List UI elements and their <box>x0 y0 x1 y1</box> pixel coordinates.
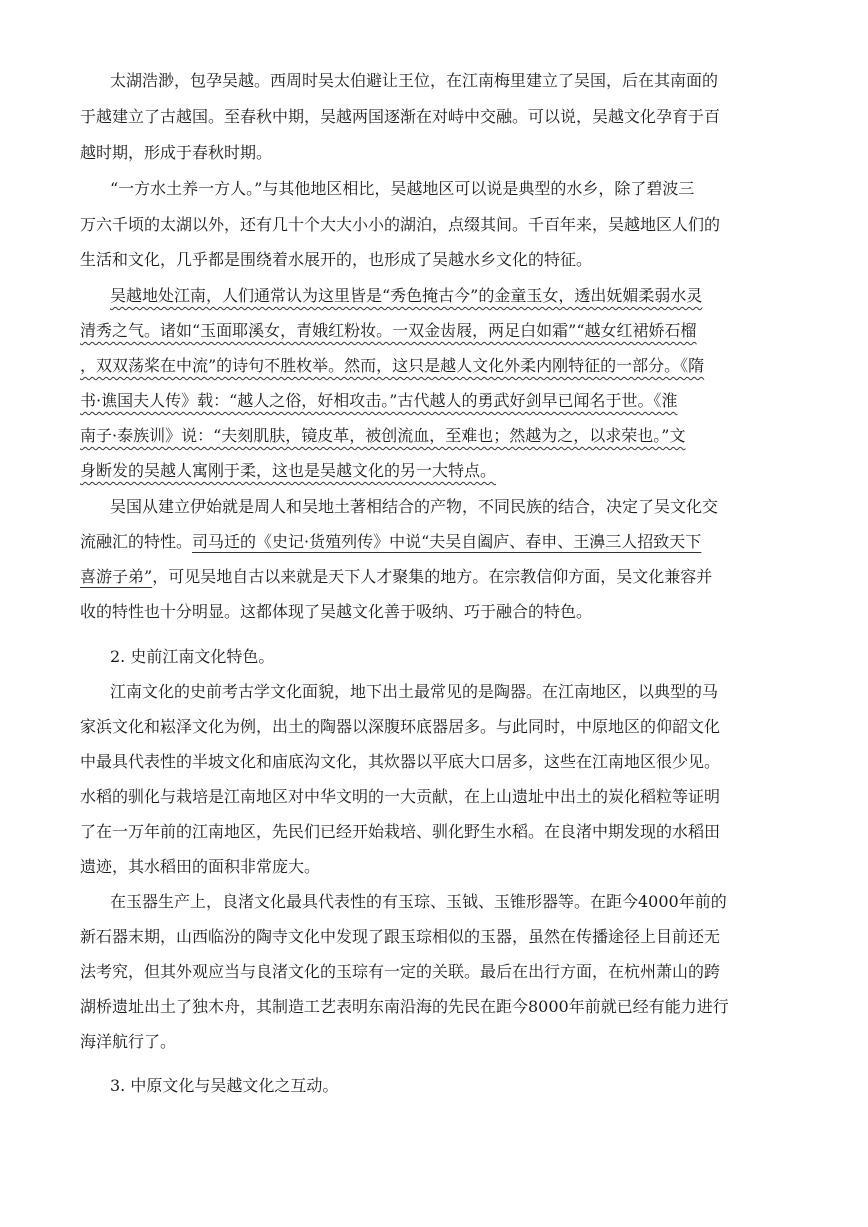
text-line: 新石器末期，山西临汾的陶寺文化中发现了跟玉琮相似的玉器，虽然在传播途径上目前还无 <box>80 927 721 946</box>
underlined-quote: 司马迁的《史记·货殖列传》中说“夫吴自阖庐、春申、王濞三人招致天下 <box>192 532 702 551</box>
text-line: 家浜文化和崧泽文化为例，出土的陶器以深腹环底器居多。与此同时，中原地区的仰韶文化 <box>80 717 721 736</box>
text-segment: 流融汇的特性。 <box>80 532 193 551</box>
text-line: 吴国从建立伊始就是周人和吴地土著相结合的产物，不同民族的结合，决定了吴文化交 <box>110 497 719 516</box>
wavy-underlined-text: 清秀之气。诸如“玉面耶溪女，青娥红粉妆。一双金齿屐，两足白如霜”“越女红裙娇石榴 <box>80 321 697 340</box>
wavy-underlined-text: 南子·泰族训》说：“夫刻肌肤，镜皮革，被创流血，至难也；然越为之，以求荣也。”文 <box>80 426 686 445</box>
text-line: 收的特性也十分明显。这都体现了吴越文化善于吸纳、巧于融合的特色。 <box>80 602 593 621</box>
text-line: 太湖浩渺，包孕吴越。西周时吴太伯避让王位，在江南梅里建立了吴国，后在其南面的 <box>110 71 719 90</box>
wavy-underlined-text: 身断发的吴越人寓刚于柔，这也是吴越文化的另一大特点。 <box>80 461 497 480</box>
text-line: 水稻的驯化与栽培是江南地区对中华文明的一大贡献，在上山遗址中出土的炭化稻粒等证明 <box>80 787 721 806</box>
section-heading-3: 3. 中原文化与吴越文化之互动。 <box>110 1076 339 1095</box>
text-segment: ，可见吴地自古以来就是天下人才聚集的地方。在宗教信仰方面，吴文化兼容并 <box>152 567 713 586</box>
text-line: “一方水土养一方人。”与其他地区相比，吴越地区可以说是典型的水乡，除了碧波三 <box>110 179 695 198</box>
text-line <box>80 566 712 588</box>
text-line: 法考究，但其外观应当与良渚文化的玉琮有一定的关联。最后在出行方面，在杭州萧山的跨 <box>80 962 721 981</box>
text-line: 遗迹，其水稻田的面积非常庞大。 <box>80 857 321 876</box>
text-line: 万六千顷的太湖以外，还有几十个大大小小的湖泊，点缀其间。千百年来，吴越地区人们的 <box>80 215 721 234</box>
text-line: 越时期，形成于春秋时期。 <box>80 143 273 162</box>
wavy-underlined-text: 书·谯国夫人传》载：“越人之俗，好相攻击。”古代越人的勇武好剑早已闻名于世。《淮 <box>80 391 678 410</box>
wavy-underlined-text: ，双双荡桨在中流”的诗句不胜枚举。然而，这只是越人文化外柔内刚特征的一部分。《隋 <box>80 356 705 375</box>
text-line: 湖桥遗址出土了独木舟，其制造工艺表明东南沿海的先民在距今8000年前就已经有能力进行 <box>80 997 729 1016</box>
text-line: 在玉器生产上，良渚文化最具代表性的有玉琮、玉钺、玉锥形器等。在距今4000年前的 <box>110 892 727 911</box>
text-line: 海洋航行了。 <box>80 1032 177 1051</box>
text-line: 中最具代表性的半坡文化和庙底沟文化，其炊器以平底大口居多，这些在江南地区很少见。 <box>80 752 721 771</box>
text-line: 于越建立了古越国。至春秋中期，吴越两国逐渐在对峙中交融。可以说，吴越文化孕育于百 <box>80 107 721 126</box>
text-line <box>80 531 701 553</box>
text-line: 生活和文化，几乎都是围绕着水展开的，也形成了吴越水乡文化的特征。 <box>80 250 593 269</box>
wavy-underlined-text: 吴越地处江南，人们通常认为这里皆是“秀色掩古今”的金童玉女，透出妩媚柔弱水灵 <box>110 286 703 305</box>
underlined-quote: 喜游子弟” <box>80 567 153 586</box>
text-line: 了在一万年前的江南地区，先民们已经开始栽培、驯化野生水稻。在良渚中期发现的水稻田 <box>80 822 721 841</box>
text-line: 江南文化的史前考古学文化面貌，地下出土最常见的是陶器。在江南地区，以典型的马 <box>110 682 719 701</box>
section-heading-2: 2. 史前江南文化特色。 <box>110 647 275 666</box>
